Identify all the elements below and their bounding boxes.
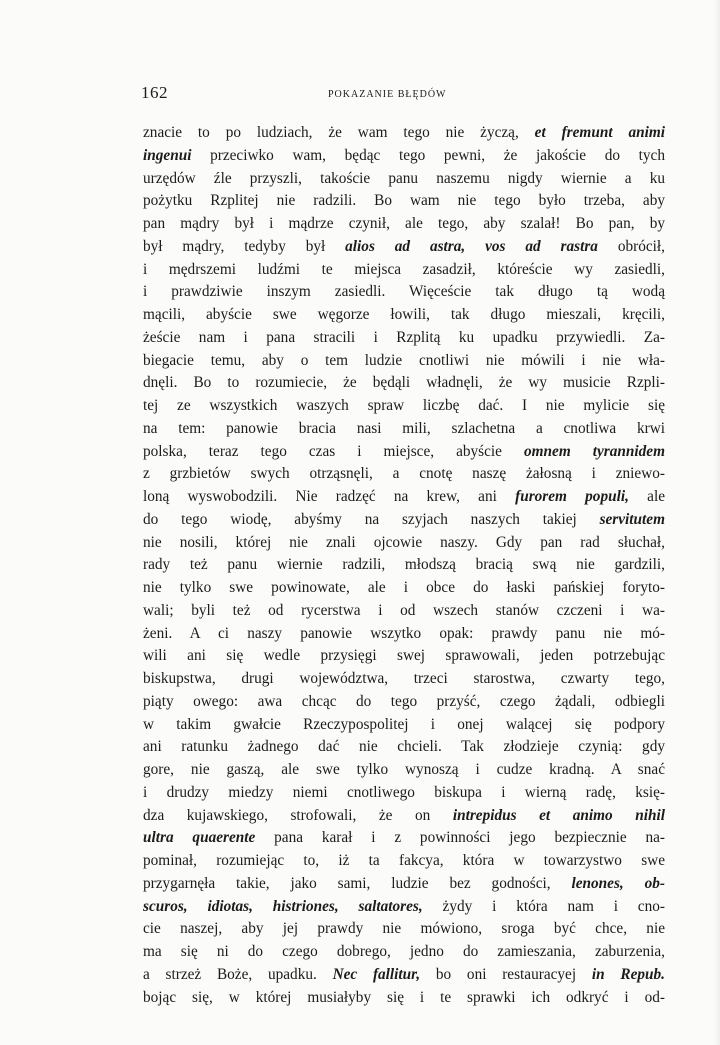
latin-phrase: in Repub. [591, 965, 665, 983]
latin-phrase: Nec fallitur, [332, 965, 421, 983]
text-segment: mącili, abyście swe węgorze łowili, tak długo mieszali, kręcili, [143, 306, 665, 323]
text-line [143, 918, 665, 941]
text-segment: nie nosili, której nie znali ojcowie naszy. Gdy pan rad słuchał, [143, 533, 665, 551]
text-line [143, 600, 665, 623]
text-line [143, 441, 665, 464]
text-line [143, 964, 665, 987]
page-number: 162 [141, 83, 168, 102]
text-segment: wali; byli też od rycerstwa i od wszech stanów czczeni i wa- [143, 601, 665, 619]
text-segment: do tego wiodę, abyśmy na szyjach naszych takiej [143, 510, 600, 528]
text-segment: dnęli. Bo to rozumiecie, że będąli władnęli, że wy musicie Rzpli- [143, 374, 665, 392]
text-line [143, 714, 665, 737]
text-segment: przygarnęła takie, jako sami, ludzie bez godności, [143, 874, 572, 892]
text-segment: nie tylko swe powinowate, ale i obce do łaski pańskiej foryto- [143, 579, 665, 596]
latin-phrase: ultra quaerente [143, 829, 256, 847]
text-segment: ale [628, 488, 665, 505]
text-segment: obrócił, [597, 237, 665, 255]
text-segment: ani ratunku żadnego dać nie chcieli. Tak złodzieje czynią: gdy [143, 738, 665, 756]
text-line [143, 213, 665, 236]
text-line [143, 304, 665, 327]
text-line [143, 782, 665, 805]
text-segment: w takim gwałcie Rzeczypospolitej i onej walącej się podpory [143, 715, 665, 733]
latin-phrase: servitutem [599, 510, 665, 528]
text-line [143, 327, 665, 350]
text-line [143, 350, 665, 373]
text-segment: pan mądry był i mądrze czynił, ale tego, aby szalał! Bo pan, by [143, 215, 665, 232]
running-head: POKAZANIE BŁĘDÓW [328, 89, 447, 100]
text-segment: z grzbietów swych otrząsnęli, a cnotę naszę żałosną i zniewo- [143, 465, 665, 483]
text-segment: i mędrszemi ludźmi te miejsca zasadził, któreście wy zasiedli, [143, 260, 665, 278]
text-line [143, 168, 665, 191]
text-line [143, 896, 665, 919]
scan-edge-shadow [714, 0, 720, 1045]
text-segment: tej ze wszystkich waszych spraw liczbę dać. I nie mylicie się [143, 397, 665, 414]
text-segment: i drudzy miedzy niemi cnotliwego biskupa i wierną radę, księ- [143, 783, 665, 801]
text-line [143, 850, 665, 873]
latin-phrase: alios ad astra, vos ad rastra [345, 237, 598, 255]
text-segment: i prawdziwie inszym zasiedli. Więceście tak długo tą wodą [143, 283, 665, 301]
text-line [143, 486, 665, 509]
body-text [143, 122, 665, 1009]
text-line [143, 873, 665, 896]
text-line [143, 736, 665, 759]
text-line [143, 987, 665, 1010]
text-segment: żydy i która nam i cno- [422, 897, 665, 915]
text-segment: pożytku Rzplitej nie radzili. Bo wam nie tego było trzeba, aby [143, 192, 665, 210]
text-line [143, 554, 665, 577]
text-line [143, 236, 665, 259]
latin-phrase: lenones, ob- [571, 874, 665, 892]
text-line [143, 668, 665, 691]
text-segment: piąty owego: awa chcąc do tego przyść, czego żądali, odbiegli [143, 692, 665, 710]
text-segment: żeni. A ci naszy panowie wszytko opak: prawdy panu nie mó- [143, 624, 665, 642]
text-segment: żeście nam i pana stracili i Rzplitą ku upadku przywiedli. Za- [143, 328, 665, 346]
text-line [143, 463, 665, 486]
text-segment: loną wyswobodzili. Nie radzęć na krew, ani [143, 488, 516, 505]
text-line [143, 645, 665, 668]
text-segment: a strzeż Boże, upadku. [143, 965, 333, 983]
text-line [143, 509, 665, 532]
text-segment: znacie to po ludziach, że wam tego nie życzą, [143, 124, 535, 141]
text-line [143, 577, 665, 600]
text-segment: bojąc się, w której musiałyby się i te sprawki ich odkryć i od- [143, 988, 665, 1006]
text-segment: ma się ni do czego dobrego, jedno do zamieszania, zaburzenia, [143, 943, 665, 960]
text-line [143, 418, 665, 441]
latin-phrase: omnem tyrannidem [523, 442, 665, 460]
text-line [143, 941, 665, 964]
text-segment: pana karał i z powinności jego bezpiecznie na- [255, 829, 665, 847]
text-segment: cie naszej, aby jej prawdy nie mówiono, sroga być chce, nie [143, 920, 665, 938]
text-segment: wili ani się wedle przysięgi swej sprawowali, jeden potrzebując [143, 647, 665, 665]
text-line [143, 532, 665, 555]
latin-phrase: scuros, idiotas, histriones, saltatores, [143, 897, 423, 915]
latin-phrase: et fremunt animi [534, 124, 665, 141]
text-line [143, 259, 665, 282]
text-line [143, 281, 665, 304]
text-segment: był mądry, tedyby był [143, 237, 346, 255]
text-segment: rady też panu wiernie radzili, młodszą bracią swą nie gardzili, [143, 556, 665, 574]
latin-phrase: ingenui [143, 146, 192, 164]
text-line [143, 759, 665, 782]
text-line [143, 190, 665, 213]
text-line [143, 691, 665, 714]
latin-phrase: furorem populi, [515, 488, 629, 505]
text-segment: polska, teraz tego czas i miejsce, abyście [143, 442, 524, 460]
text-line [143, 827, 665, 850]
text-line [143, 395, 665, 418]
text-segment: urzędów źle przyszli, takoście panu naszemu nigdy wiernie a ku [143, 169, 665, 187]
text-segment: bo oni restauracyej [420, 965, 592, 983]
text-line [143, 372, 665, 395]
text-segment: przeciwko wam, będąc tego pewni, że jakoście do tych [191, 146, 665, 164]
text-segment: dza kujawskiego, strofowali, że on [143, 806, 453, 824]
text-line [143, 145, 665, 168]
text-segment: biegacie temu, aby o tem ludzie cnotliwi nie mówili i nie wła- [143, 351, 665, 369]
text-segment: gore, nie gaszą, ale swe tylko wynoszą i cudze kradną. A snać [143, 761, 665, 778]
text-segment: na tem: panowie bracia nasi mili, szlachetna a cnotliwa krwi [143, 419, 665, 437]
latin-phrase: intrepidus et animo nihil [452, 806, 665, 824]
text-segment: biskupstwa, drugi województwa, trzeci starostwa, czwarty tego, [143, 670, 665, 687]
text-segment: pominał, rozumiejąc to, iż ta fakcya, która w towarzystwo swe [143, 852, 665, 869]
text-line [143, 805, 665, 828]
text-line [143, 623, 665, 646]
text-line [143, 122, 665, 145]
